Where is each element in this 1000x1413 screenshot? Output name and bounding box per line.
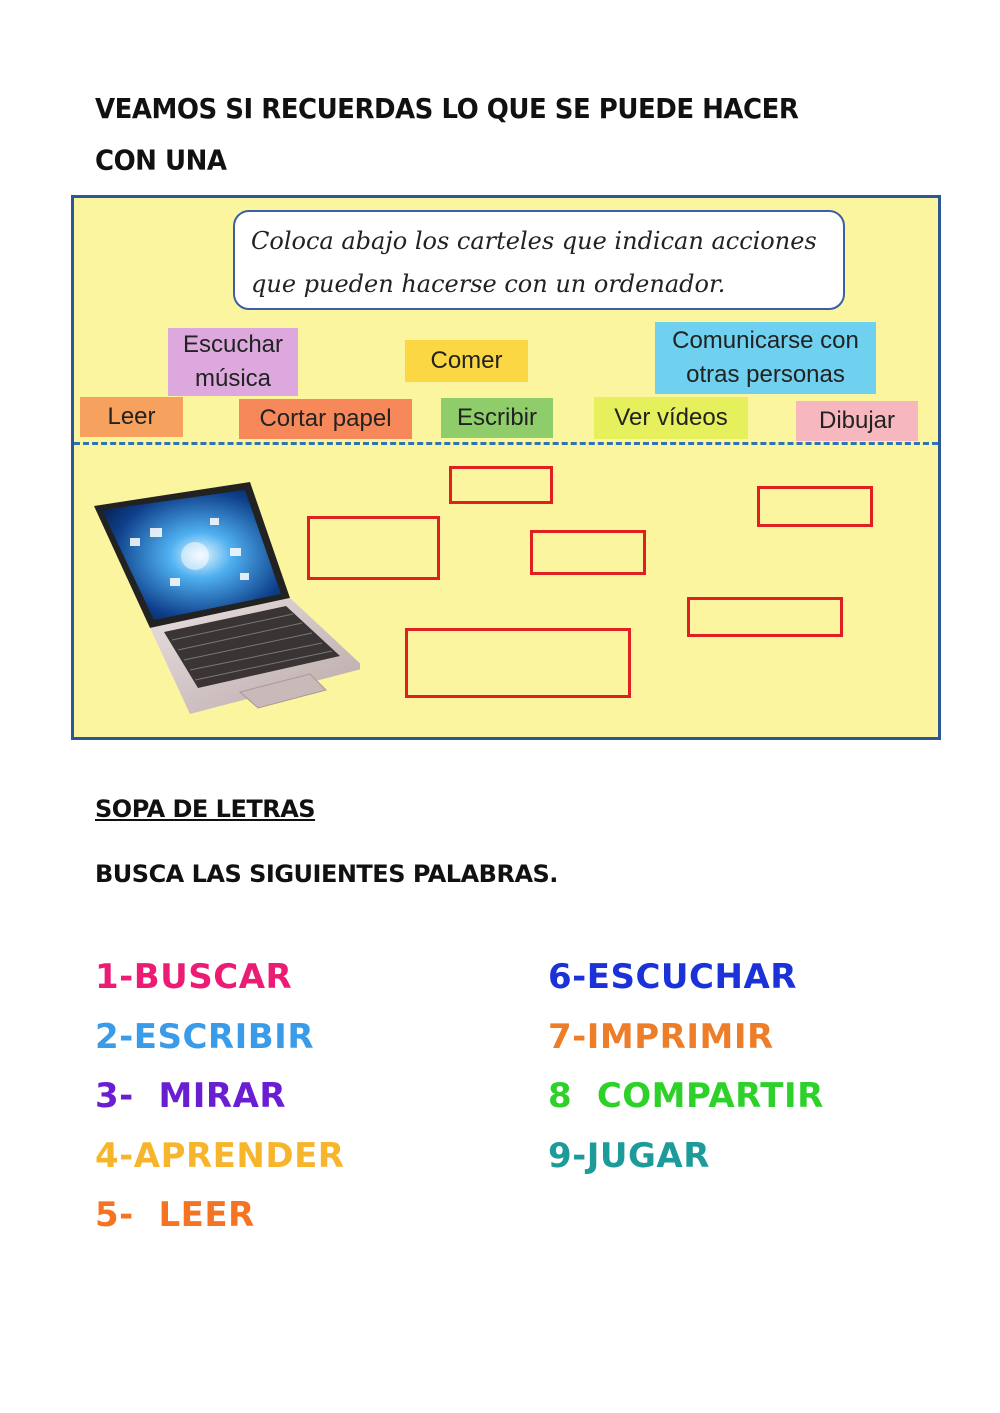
- word-9: 9-JUGAR: [548, 1136, 710, 1176]
- label-text: Dibujar: [818, 407, 896, 434]
- label-escribir[interactable]: [441, 398, 553, 438]
- drop-box-3[interactable]: [307, 516, 440, 580]
- instruction-line-1: Coloca abajo los carteles que indican acciones: [251, 227, 817, 255]
- word-2: 2-ESCRIBIR: [95, 1017, 315, 1057]
- drop-box-1[interactable]: [449, 466, 553, 504]
- word-7: 7-IMPRIMIR: [548, 1017, 774, 1057]
- word-1: 1-BUSCAR: [95, 957, 293, 997]
- drop-box-5[interactable]: [687, 597, 843, 637]
- word-5: 5- LEER: [95, 1195, 255, 1235]
- label-comer[interactable]: [405, 340, 528, 382]
- word-8: 8 COMPARTIR: [548, 1076, 824, 1116]
- label-text: Escuchar: [182, 331, 284, 358]
- drop-box-2[interactable]: [757, 486, 873, 527]
- label-text: Comunicarse con: [672, 327, 859, 354]
- word-3: 3- MIRAR: [95, 1076, 287, 1116]
- drag-activity-panel: [71, 195, 941, 740]
- drop-box-6[interactable]: [405, 628, 631, 698]
- label-dibujar[interactable]: [796, 401, 918, 441]
- label-text: Ver vídeos: [614, 404, 728, 431]
- laptop-image: [90, 478, 360, 718]
- label-text: Comer: [430, 347, 503, 374]
- label-text: Cortar papel: [259, 405, 392, 432]
- word-4: 4-APRENDER: [95, 1136, 345, 1176]
- instruction-box: [233, 210, 845, 310]
- label-escuchar-musica[interactable]: [168, 328, 298, 396]
- label-text: otras personas: [686, 361, 845, 388]
- label-leer[interactable]: [80, 397, 183, 437]
- label-comunicarse[interactable]: [655, 322, 876, 394]
- label-ver-videos[interactable]: [594, 397, 748, 439]
- label-text: música: [194, 365, 272, 392]
- dashed-divider: [74, 442, 938, 445]
- label-text: Leer: [107, 403, 156, 430]
- word-search-instruction: BUSCA LAS SIGUIENTES PALABRAS.: [95, 860, 558, 888]
- label-text: Escribir: [456, 404, 537, 431]
- word-search-title: SOPA DE LETRAS: [95, 795, 316, 823]
- intro-line-1: VEAMOS SI RECUERDAS LO QUE SE PUEDE HACER CON UNA: [95, 93, 799, 177]
- drop-box-4[interactable]: [530, 530, 646, 575]
- word-6: 6-ESCUCHAR: [548, 957, 797, 997]
- instruction-line-2: que pueden hacerse con un ordenador.: [251, 270, 726, 298]
- label-cortar-papel[interactable]: [239, 399, 412, 439]
